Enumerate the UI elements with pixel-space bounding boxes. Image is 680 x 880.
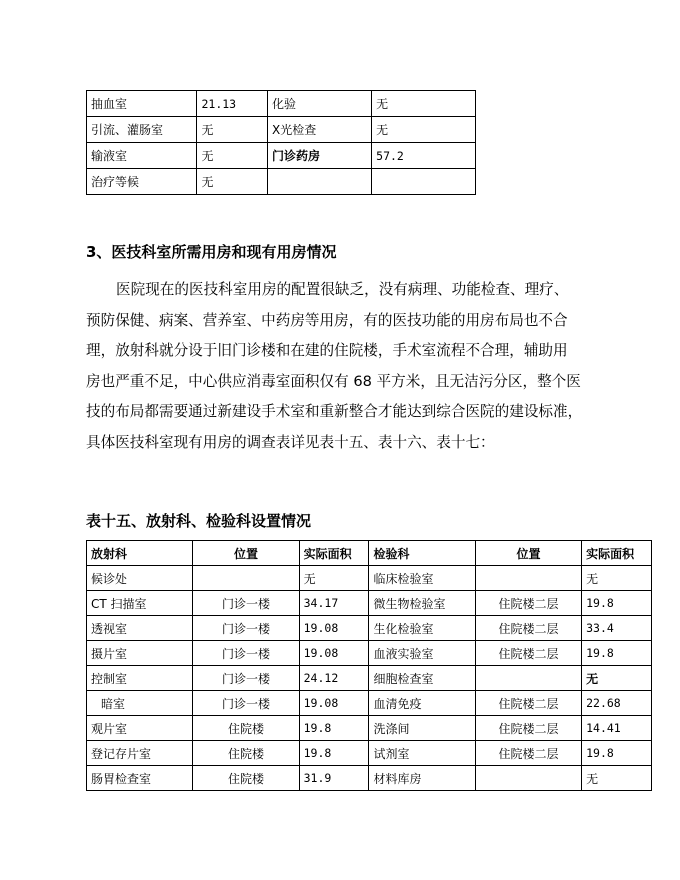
table-cell: X光检查 [267,117,371,143]
table-cell: 无 [197,143,268,169]
table-cell: 19.8 [299,716,369,741]
table-cell: 无 [197,169,268,195]
table-cell: 洗涤间 [369,716,475,741]
table-cell: 34.17 [299,591,369,616]
paragraph-line: 预防保健、病案、营养室、中药房等用房，有的医技功能的用房布局也不合 [86,311,568,329]
table-cell: 材料库房 [369,766,475,791]
table-cell [475,666,581,691]
table-row [87,766,652,791]
table-cell: 无 [372,91,476,117]
table-cell [267,169,371,195]
table-cell [372,169,476,195]
table-cell: 控制室 [87,666,193,691]
table-cell: 19.08 [299,641,369,666]
table-header-row [87,541,652,566]
paragraph-line: 技的布局都需要通过新建设手术室和重新整合才能达到综合医院的建设标准， [86,403,583,420]
table-cell: 31.9 [299,766,369,791]
table-cell: 试剂室 [369,741,475,766]
table-row [87,143,476,169]
paragraph-line: 理，放射科就分设于旧门诊楼和在建的住院楼，手术室流程不合理，辅助用 [86,342,568,359]
table-cell: 治疗等候 [87,169,197,195]
table-cell: 暗室 [87,691,193,716]
table-cell: 无 [582,766,652,791]
table-cell: 住院楼二层 [475,716,581,741]
paragraph-line: 医院现在的医技科室用房的配置很缺乏，没有病理、功能检查、理疗、 [116,281,569,298]
header-cell: 位置 [193,541,299,566]
table-cell: 住院楼二层 [475,591,581,616]
table-cell: 观片室 [87,716,193,741]
header-cell: 位置 [475,541,581,566]
table-cell: 无 [582,666,652,691]
table-cell [475,566,581,591]
table-cell: 无 [372,117,476,143]
table-cell: 19.8 [582,641,652,666]
table-cell: 输液室 [87,143,197,169]
table-cell: 摄片室 [87,641,193,666]
header-cell: 检验科 [369,541,475,566]
table-row [87,591,652,616]
table-cell: 19.8 [582,741,652,766]
table-cell [475,766,581,791]
table-cell: 门诊一楼 [193,641,299,666]
header-cell: 放射科 [87,541,193,566]
table-row [87,741,652,766]
table-cell: 住院楼 [193,716,299,741]
table-row [87,716,652,741]
paragraph-line: 房也严重不足，中心供应消毒室面积仅有 68 平方米，且无洁污分区，整个医 [86,372,581,390]
radiology-lab-table [86,540,652,791]
table-cell [193,566,299,591]
header-cell: 实际面积 [582,541,652,566]
table-title: 表十五、放射科、检验科设置情况 [86,512,312,530]
table-row [87,641,652,666]
table-cell: 57.2 [372,143,476,169]
table-cell: 14.41 [582,716,652,741]
room-table-top [86,90,476,195]
table-cell: 21.13 [197,91,268,117]
header-cell: 实际面积 [299,541,369,566]
table-cell: 门诊一楼 [193,666,299,691]
table-cell: 19.8 [299,741,369,766]
table-cell: 19.08 [299,691,369,716]
section-heading: 3、医技科室所需用房和现有用房情况 [86,243,337,261]
paragraph-line: 具体医技科室现有用房的调查表详见表十五、表十六、表十七： [86,433,495,451]
table-cell: 肠胃检查室 [87,766,193,791]
table-cell: 住院楼 [193,741,299,766]
table-cell: 门诊一楼 [193,591,299,616]
table-row [87,616,652,641]
table-cell: 门诊一楼 [193,691,299,716]
table-row [87,169,476,195]
table-cell: 住院楼 [193,766,299,791]
table-cell: 22.68 [582,691,652,716]
table-cell: 抽血室 [87,91,197,117]
table-cell: 引流、灌肠室 [87,117,197,143]
table-cell: 生化检验室 [369,616,475,641]
table-row [87,117,476,143]
table-cell: 微生物检验室 [369,591,475,616]
table-cell: 门诊一楼 [193,616,299,641]
table-cell: 19.08 [299,616,369,641]
table-cell: 透视室 [87,616,193,641]
table-cell: 登记存片室 [87,741,193,766]
table-cell: CT 扫描室 [87,591,193,616]
table-row [87,691,652,716]
body-paragraph [86,275,606,458]
table-cell: 候诊处 [87,566,193,591]
table-row [87,666,652,691]
table-cell: 门诊药房 [267,143,371,169]
table-cell: 血清免疫 [369,691,475,716]
table-cell: 细胞检查室 [369,666,475,691]
table-cell: 无 [299,566,369,591]
table-cell: 化验 [267,91,371,117]
table-cell: 33.4 [582,616,652,641]
table-cell: 血液实验室 [369,641,475,666]
table-cell: 住院楼二层 [475,641,581,666]
table-row [87,91,476,117]
table-cell: 无 [197,117,268,143]
table-cell: 住院楼二层 [475,616,581,641]
table-row [87,566,652,591]
table-cell: 住院楼二层 [475,741,581,766]
table-cell: 24.12 [299,666,369,691]
table-cell: 无 [582,566,652,591]
table-cell: 住院楼二层 [475,691,581,716]
table-cell: 临床检验室 [369,566,475,591]
table-cell: 19.8 [582,591,652,616]
